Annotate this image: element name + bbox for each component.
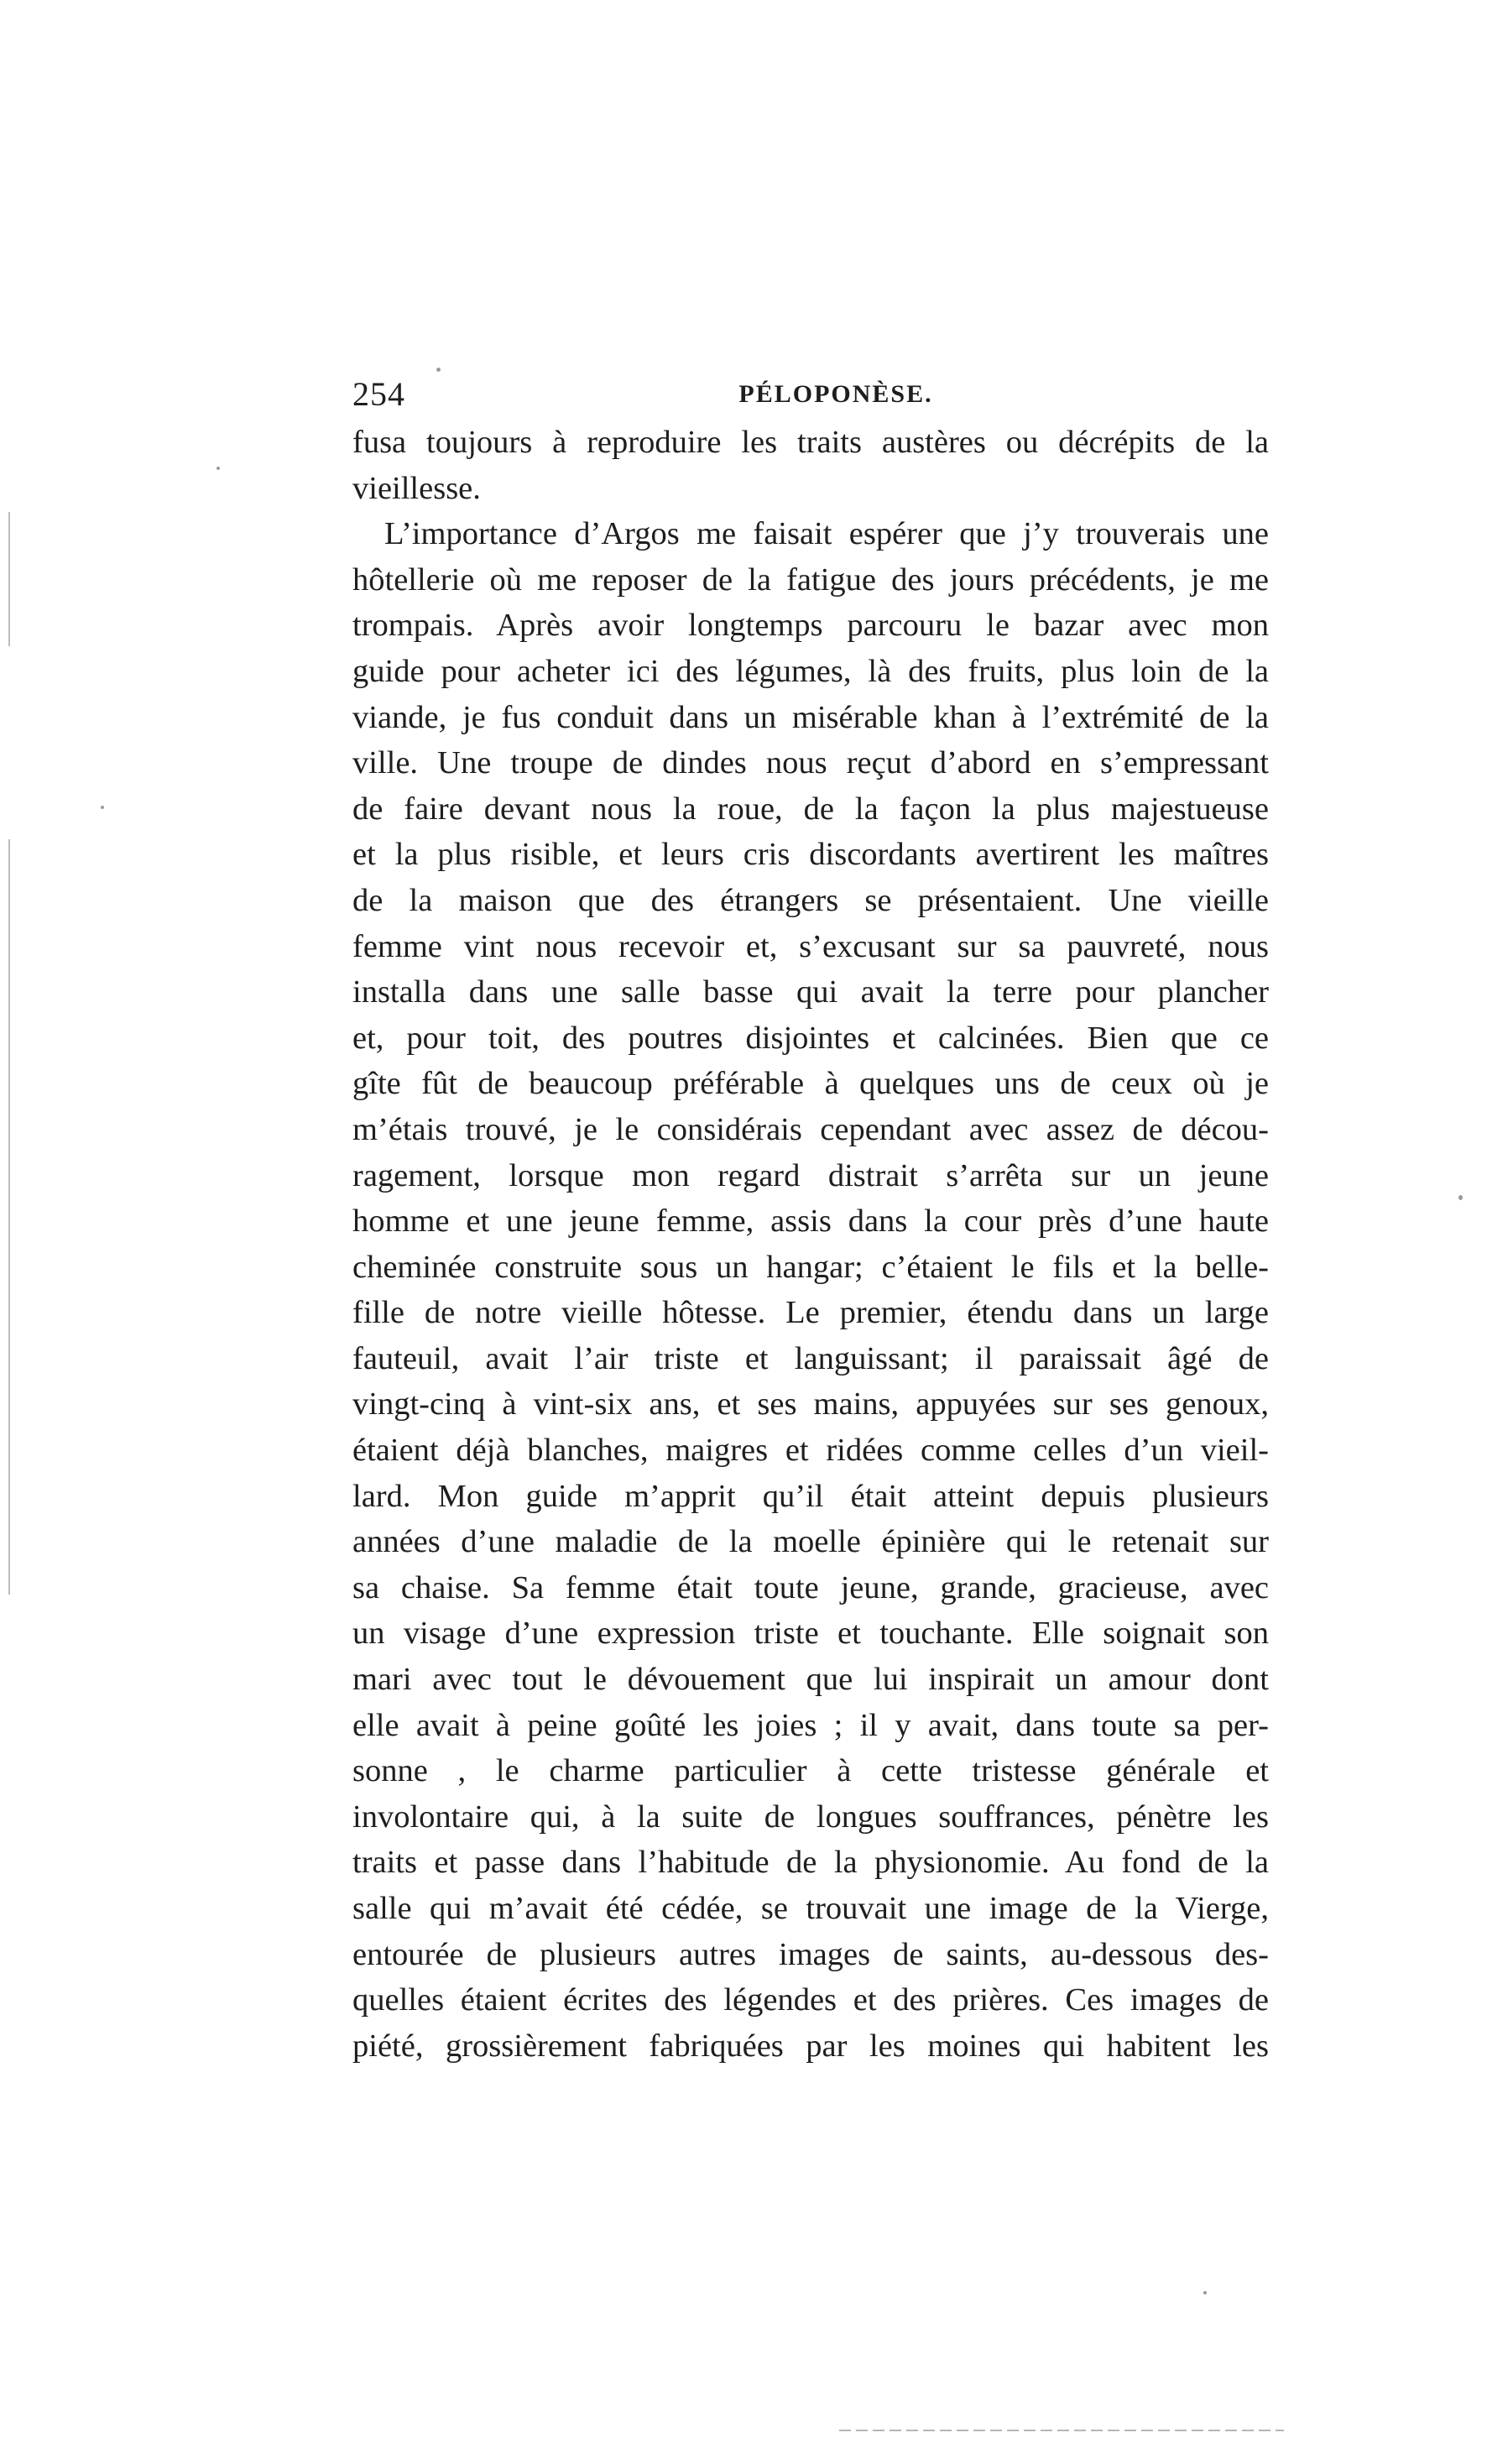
text-line: de faire devant nous la roue, de la façon la plus majestueuse xyxy=(352,791,1269,827)
text-line: involontaire qui, à la suite de longues souffrances, pénètre les xyxy=(352,1798,1269,1835)
text-line: guide pour acheter ici des légumes, là des fruits, plus loin de la xyxy=(352,653,1269,689)
text-line: salle qui m’avait été cédée, se trouvait une image de la Vierge, xyxy=(352,1891,1269,1926)
body-text xyxy=(352,420,1269,2069)
scan-speck xyxy=(217,467,220,470)
scan-edge-mark xyxy=(8,512,10,646)
text-line: un visage d’une expression triste et touchante. Elle soignait son xyxy=(352,1616,1269,1652)
text-line: de la maison que des étrangers se présentaient. Une vieille xyxy=(352,882,1269,918)
text-line: piété, grossièrement fabriquées par les moines qui habitent les xyxy=(352,2028,1269,2064)
text-line: fille de notre vieille hôtesse. Le premier, étendu dans un large xyxy=(352,1295,1269,1331)
scan-edge-mark xyxy=(8,839,10,1595)
text-line: étaient déjà blanches, maigres et ridées comme celles d’un vieil- xyxy=(352,1433,1269,1469)
text-line: traits et passe dans l’habitude de la physionomie. Au fond de la xyxy=(352,1845,1269,1881)
text-line: L’importance d’Argos me faisait espérer que j’y trouverais une xyxy=(384,516,1269,552)
scan-bottom-rule xyxy=(839,2430,1284,2431)
text-line: quelles étaient écrites des légendes et des prières. Ces images de xyxy=(352,1982,1269,2018)
text-line: trompais. Après avoir longtemps parcouru le bazar avec mon xyxy=(352,608,1269,644)
text-line: gîte fût de beaucoup préférable à quelques uns de ceux où je xyxy=(352,1066,1269,1102)
text-line: années d’une maladie de la moelle épinière qui le retenait sur xyxy=(352,1524,1269,1560)
text-line: et la plus risible, et leurs cris discordants avertirent les maîtres xyxy=(352,837,1269,873)
text-line: entourée de plusieurs autres images de saints, au-dessous des- xyxy=(352,1936,1269,1972)
text-line: fusa toujours à reproduire les traits austères ou décrépits de la xyxy=(352,425,1269,460)
text-line: vingt-cinq à vint-six ans, et ses mains, appuyées sur ses genoux, xyxy=(352,1386,1269,1423)
scan-speck xyxy=(1458,1195,1463,1200)
text-line: installa dans une salle basse qui avait la terre pour plancher xyxy=(352,974,1269,1010)
text-line: hôtellerie où me reposer de la fatigue des jours précédents, je me xyxy=(352,561,1269,598)
text-line: ragement, lorsque mon regard distrait s’arrêta sur un jeune xyxy=(352,1157,1269,1193)
scan-speck xyxy=(436,368,441,372)
scan-speck xyxy=(1203,2291,1207,2294)
text-line: lard. Mon guide m’apprit qu’il était atteint depuis plusieurs xyxy=(352,1478,1269,1514)
text-line: m’étais trouvé, je le considérais cependant avec assez de décou- xyxy=(352,1111,1269,1147)
text-line: elle avait à peine goûté les joies ; il y avait, dans toute sa per- xyxy=(352,1707,1269,1743)
text-line: homme et une jeune femme, assis dans la cour près d’une haute xyxy=(352,1203,1269,1240)
text-line: et, pour toit, des poutres disjointes et calcinées. Bien que ce xyxy=(352,1020,1269,1056)
text-line: sa chaise. Sa femme était toute jeune, grande, gracieuse, avec xyxy=(352,1569,1269,1605)
text-line: ville. Une troupe de dindes nous reçut d’abord en s’empressant xyxy=(352,745,1269,781)
text-line: viande, je fus conduit dans un misérable khan à l’extrémité de la xyxy=(352,699,1269,735)
page-number: 254 xyxy=(352,375,405,413)
running-title: PÉLOPONÈSE. xyxy=(738,380,933,408)
text-line: vieillesse. xyxy=(352,470,481,506)
text-line: femme vint nous recevoir et, s’excusant sur sa pauvreté, nous xyxy=(352,928,1269,964)
text-line: fauteuil, avait l’air triste et languissant; il paraissait âgé de xyxy=(352,1340,1269,1376)
scan-speck xyxy=(101,806,104,809)
text-line: mari avec tout le dévouement que lui inspirait un amour dont xyxy=(352,1662,1269,1698)
text-line: cheminée construite sous un hangar; c’étaient le fils et la belle- xyxy=(352,1249,1269,1285)
running-head xyxy=(352,369,1269,420)
text-line: sonne , le charme particulier à cette tristesse générale et xyxy=(352,1753,1269,1789)
